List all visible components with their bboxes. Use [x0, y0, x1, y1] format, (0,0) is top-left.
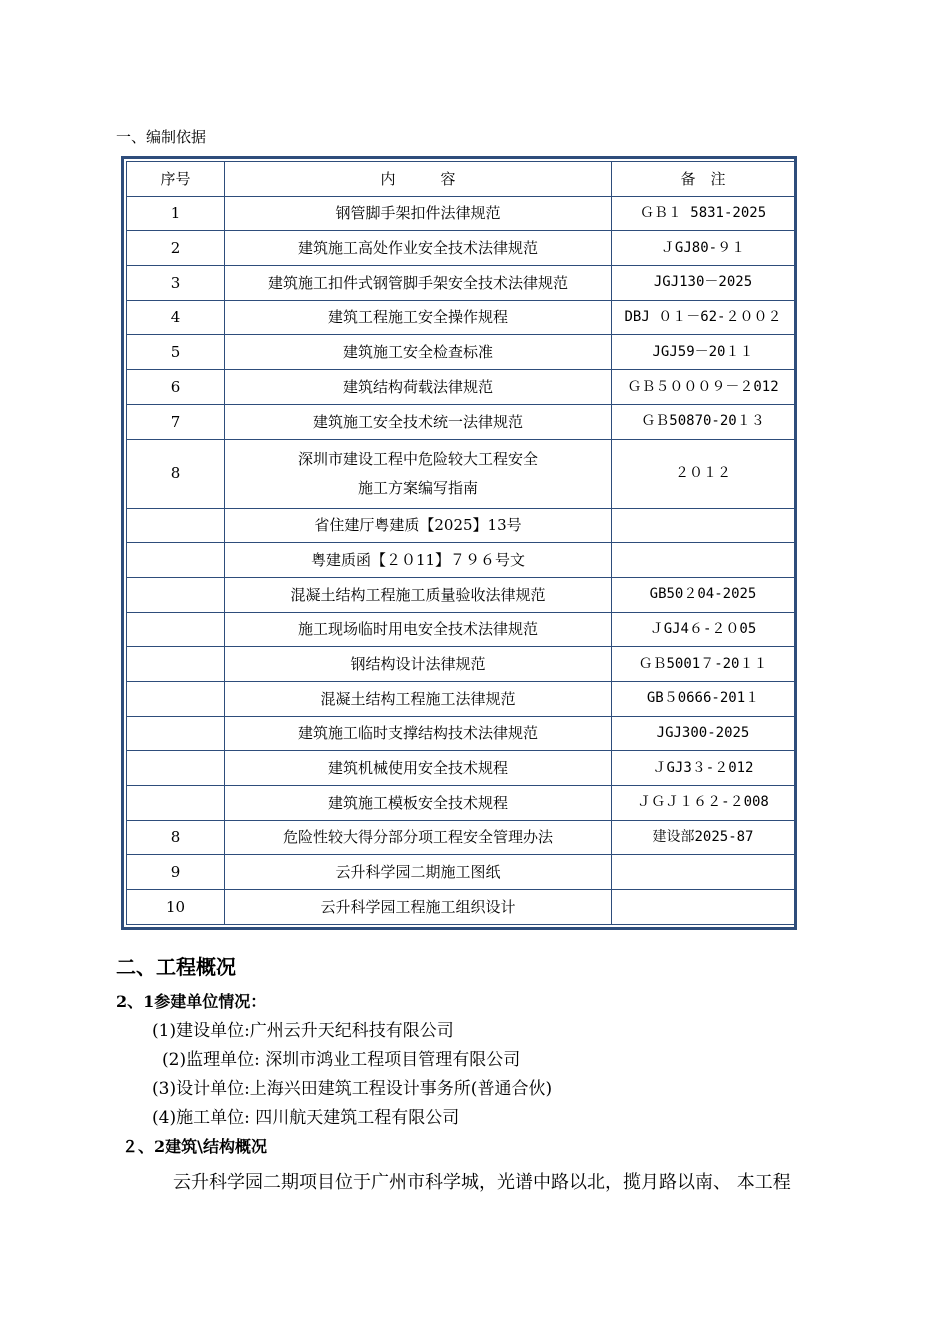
row-no: 1: [127, 196, 225, 231]
row-content: 建筑施工扣件式钢管脚手架安全技术法律规范: [225, 266, 612, 301]
row-no: [127, 716, 225, 751]
header-no: 序号: [127, 162, 225, 197]
row-note: [612, 890, 795, 925]
row-note: JGJ130－2025: [612, 266, 795, 301]
row-no: 10: [127, 890, 225, 925]
row-no: 4: [127, 300, 225, 335]
row-content: 钢管脚手架扣件法律规范: [225, 196, 612, 231]
row-content: 建筑施工模板安全技术规程: [225, 786, 612, 821]
row-note: [612, 508, 795, 543]
row-note: [612, 543, 795, 578]
table-row: [127, 681, 795, 716]
section-1-title: 一、编制依据: [116, 128, 207, 146]
row-no: 2: [127, 231, 225, 266]
table-row: [127, 231, 795, 266]
table-row: [127, 820, 795, 855]
header-content: 内 容: [225, 162, 612, 197]
row-content: 云升科学园工程施工组织设计: [225, 890, 612, 925]
row-no: [127, 577, 225, 612]
row-no: [127, 543, 225, 578]
row-no: 9: [127, 855, 225, 890]
row-note: [612, 855, 795, 890]
table-row: [127, 786, 795, 821]
row-note: ＧＢ５０００９－２012: [612, 370, 795, 405]
table-row: [127, 716, 795, 751]
table-row: [127, 543, 795, 578]
row-note: ２０１２: [612, 439, 795, 508]
row-content: 施工现场临时用电安全技术法律规范: [225, 612, 612, 647]
row-content: 粤建质函【２０11】７９６号文: [225, 543, 612, 578]
table-row: [127, 266, 795, 301]
row-note: ＧＢ5001７-20１１: [612, 647, 795, 682]
row-no: [127, 786, 225, 821]
row-no: 6: [127, 370, 225, 405]
row-no: 3: [127, 266, 225, 301]
row-note: ＪGJ3３-２012: [612, 751, 795, 786]
row-content: 混凝土结构工程施工法律规范: [225, 681, 612, 716]
row-note: ＧＢ50870-20１３: [612, 404, 795, 439]
row-content: 钢结构设计法律规范: [225, 647, 612, 682]
row-no: [127, 508, 225, 543]
row-note: ＧＢ１ 5831-2025: [612, 196, 795, 231]
row-no: [127, 612, 225, 647]
subsection-2-2-title: ２、2建筑\结构概况: [122, 1137, 267, 1156]
row-note: JGJ59－20１１: [612, 335, 795, 370]
row-no: 8: [127, 820, 225, 855]
table-row: [127, 577, 795, 612]
table-row: [127, 335, 795, 370]
row-no: 5: [127, 335, 225, 370]
overview-paragraph: 云升科学园二期项目位于广州市科学城，光谱中路以北，揽月路以南、 本工程: [173, 1172, 791, 1193]
row-note: DBJ ０１－62-２００２: [612, 300, 795, 335]
table-row: [127, 196, 795, 231]
participant-item: (4)施工单位: 四川航天建筑工程有限公司: [152, 1108, 460, 1128]
row-content-line: 深圳市建设工程中危险较大工程安全: [297, 450, 538, 469]
table-row: [127, 647, 795, 682]
basis-table-body: [127, 162, 795, 925]
row-no: 8: [127, 439, 225, 508]
table-row: [127, 404, 795, 439]
basis-table: [126, 161, 795, 925]
subsection-2-1-title: 2、1参建单位情况：: [116, 992, 267, 1011]
row-content: 建筑结构荷载法律规范: [225, 370, 612, 405]
participant-item: (2)监理单位: 深圳市鸿业工程项目管理有限公司: [162, 1050, 521, 1070]
participant-item: (3)设计单位:上海兴田建筑工程设计事务所(普通合伙): [152, 1079, 553, 1099]
row-content: [225, 439, 612, 508]
row-no: [127, 647, 225, 682]
row-content: 建筑施工安全技术统一法律规范: [225, 404, 612, 439]
row-no: 7: [127, 404, 225, 439]
table-row: [127, 300, 795, 335]
row-content: 混凝土结构工程施工质量验收法律规范: [225, 577, 612, 612]
row-content: 建筑施工高处作业安全技术法律规范: [225, 231, 612, 266]
table-row: [127, 370, 795, 405]
row-note: JGJ300-2025: [612, 716, 795, 751]
row-note: 建设部2025-87: [612, 820, 795, 855]
row-content: 建筑机械使用安全技术规程: [225, 751, 612, 786]
row-no: [127, 681, 225, 716]
section-2-title: 二、工程概况: [116, 955, 236, 979]
row-content-line: 施工方案编写指南: [357, 478, 478, 497]
table-row: [127, 890, 795, 925]
table-header-row: [127, 162, 795, 197]
row-content: 省住建厅粤建质【2025】13号: [225, 508, 612, 543]
row-note: GB５0666-201１: [612, 681, 795, 716]
table-row: [127, 855, 795, 890]
row-note: ＪＧＪ１６２-２008: [612, 786, 795, 821]
table-row: [127, 508, 795, 543]
row-content: 建筑施工安全检查标准: [225, 335, 612, 370]
table-row: [127, 751, 795, 786]
row-no: [127, 751, 225, 786]
row-note: GB50２04-2025: [612, 577, 795, 612]
row-content: 建筑工程施工安全操作规程: [225, 300, 612, 335]
row-note: ＪGJ4６-２０05: [612, 612, 795, 647]
row-note: ＪGJ80-９１: [612, 231, 795, 266]
header-note: 备 注: [612, 162, 795, 197]
basis-table-frame: [121, 156, 797, 930]
participant-item: (1)建设单位:广州云升天纪科技有限公司: [152, 1021, 454, 1041]
table-row: [127, 439, 795, 508]
row-content: 云升科学园二期施工图纸: [225, 855, 612, 890]
row-content: 危险性较大得分部分项工程安全管理办法: [225, 820, 612, 855]
row-content: 建筑施工临时支撑结构技术法律规范: [225, 716, 612, 751]
table-row: [127, 612, 795, 647]
